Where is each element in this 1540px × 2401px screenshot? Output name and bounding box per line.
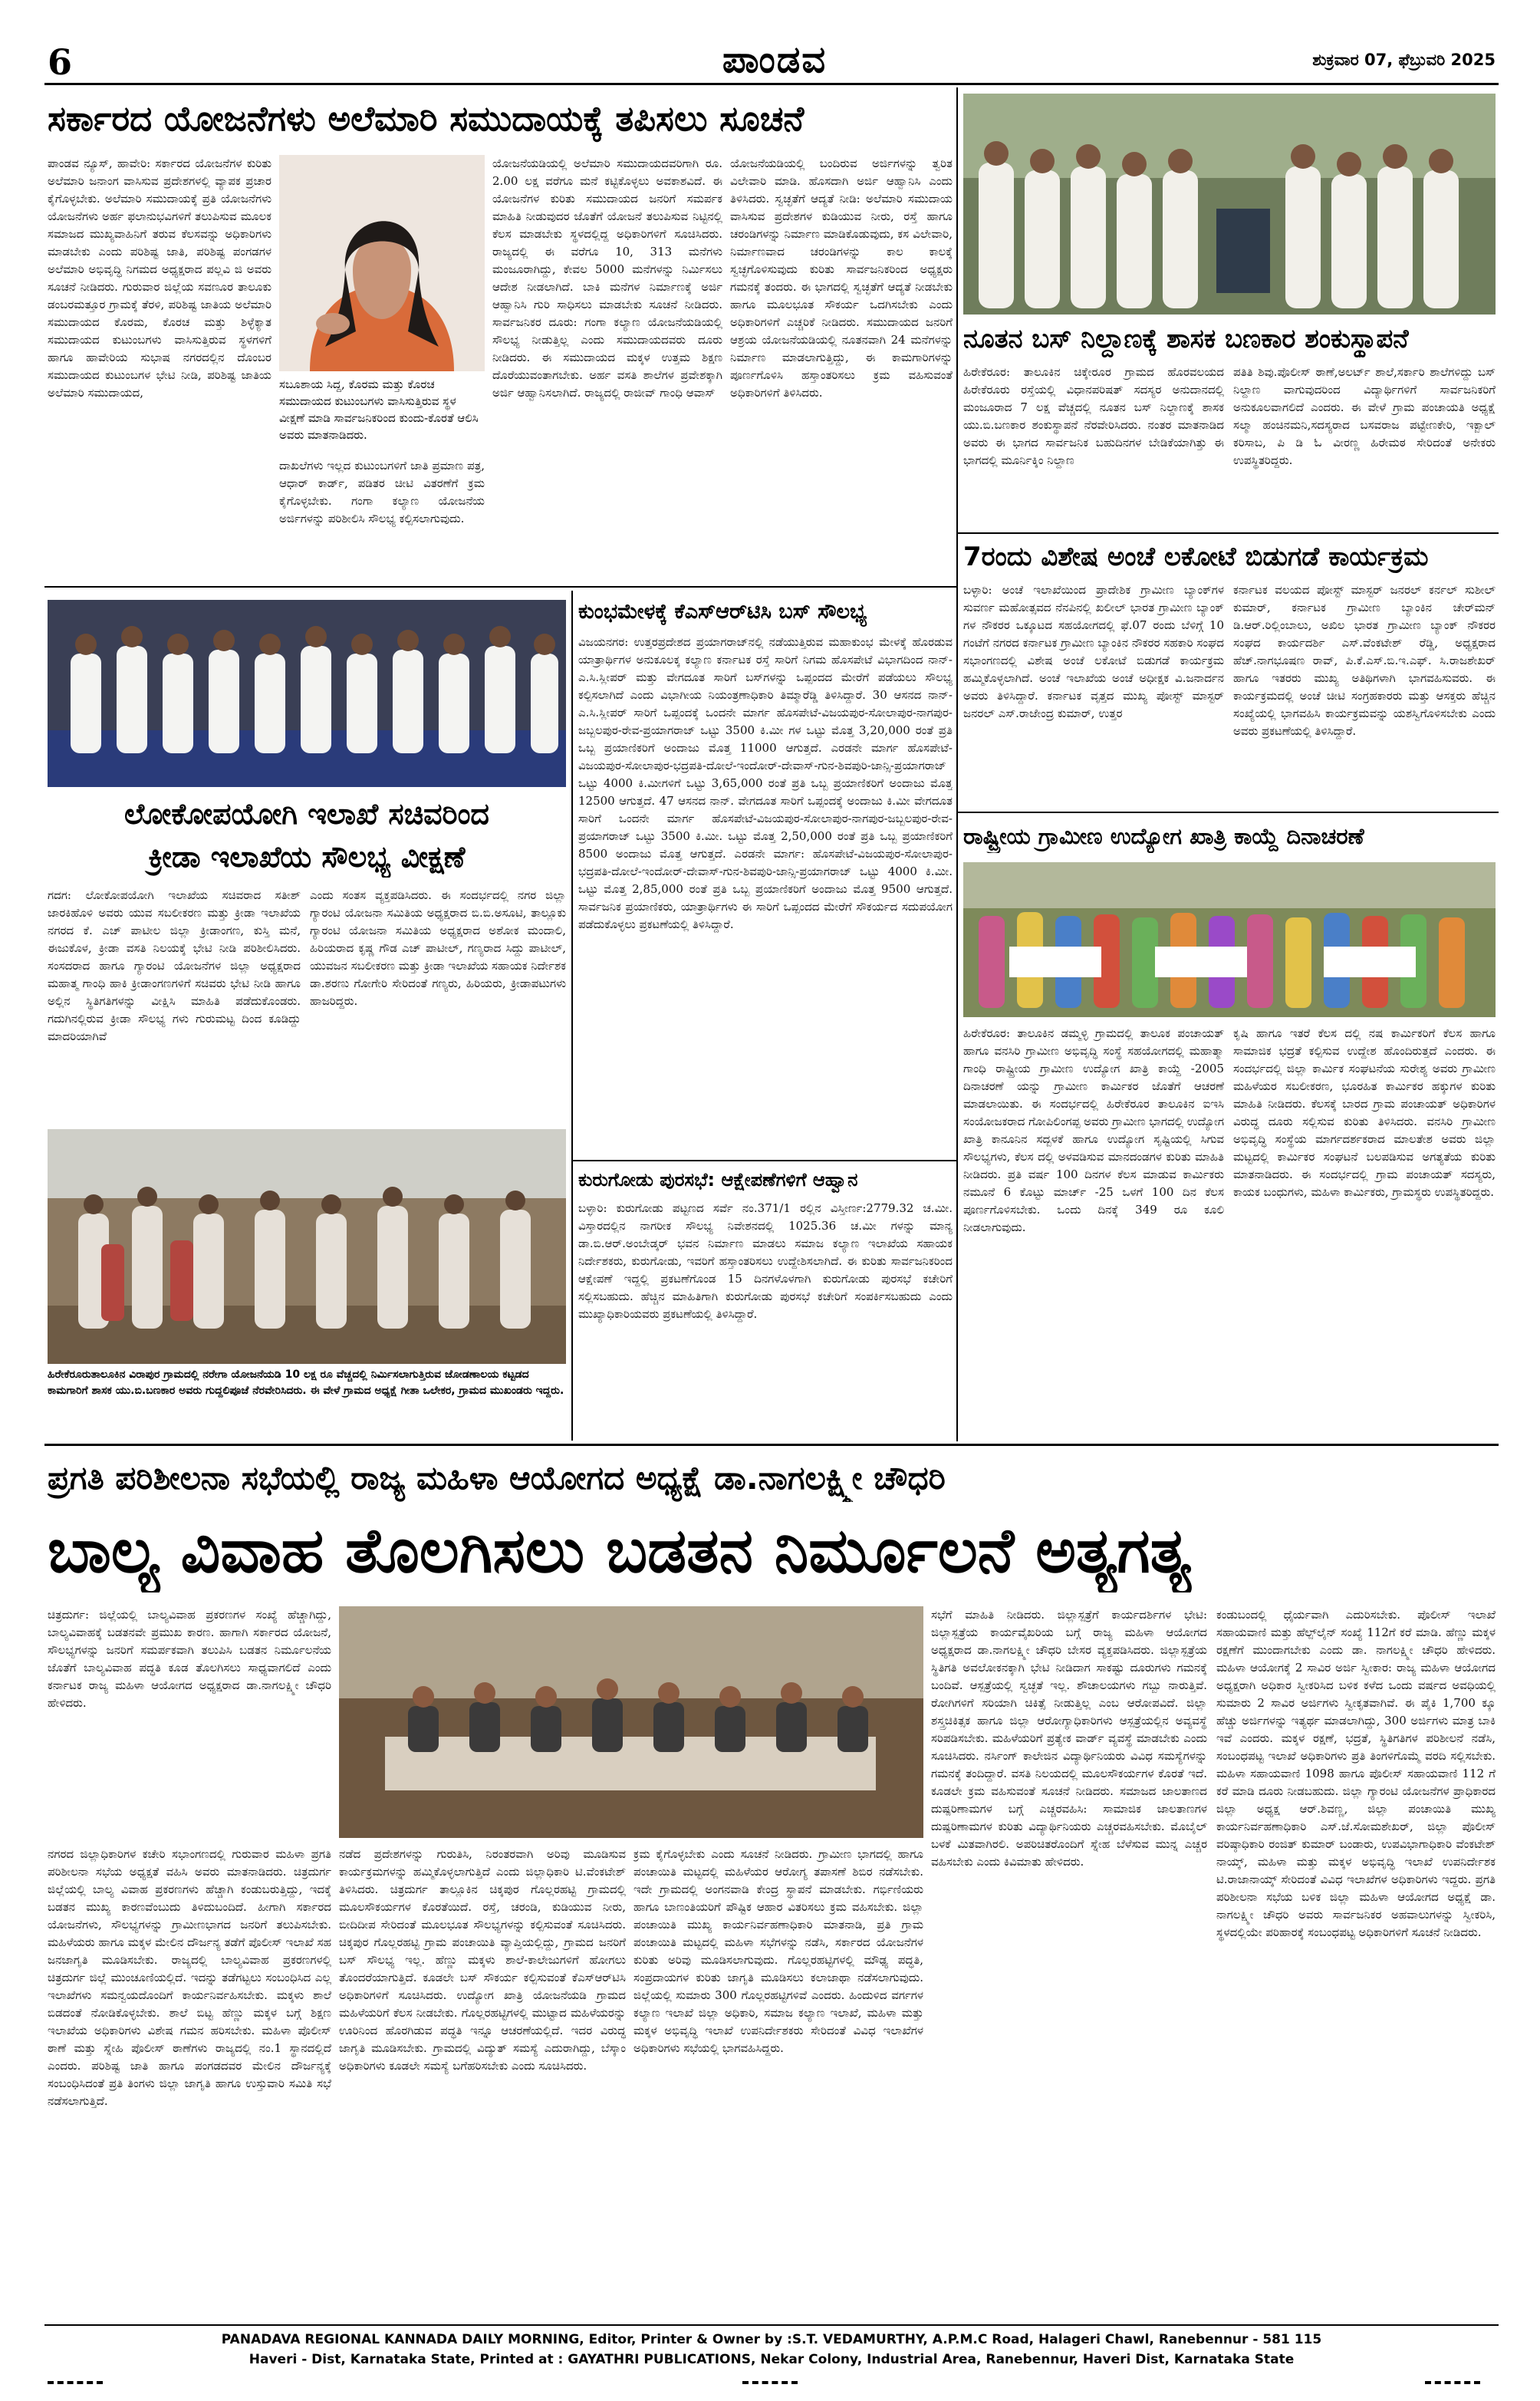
- story-column: ಸಭೆಗೆ ಮಾಹಿತಿ ನೀಡಿದರು. ಜಿಲ್ಲಾಸ್ಪತ್ರೆಗೆ ಕಾರ್ಯದರ್ಶಿಗಳ ಭೇಟಿ: ಜಿಲ್ಲಾಸ್ಪತ್ರೆಯ ಕಾರ್ಯವೈಖರಿಯ ಬಗ್ಗೆ ರಾಜ್ಯ ಮಹಿಳಾ ಆಯೋಗದ ಅಧ್ಯಕ್ಷರಾದ ಡಾ.ನಾಗಲಕ್ಷ್ಮೀ ಚೌಧರಿ ಬೇಸರ ವ್ಯಕ್ತಪಡಿಸಿದರು. ಜಿಲ್ಲಾಸ್ಪತ್ರೆಯ ಸ್ಥಿತಿಗತಿ ಅವಲೋಕನಕ್ಕಾಗಿ ಭೇಟಿ ನೀಡಿದಾಗ ಸಾಕಷ್ಟು ದೂರುಗಳು ಗಮನಕ್ಕೆ ಬಂದಿವೆ. ಆಸ್ಪತ್ರೆಯಲ್ಲಿ ಸ್ವಚ್ಛತೆ ಇಲ್ಲ. ಶೌಚಾಲಯಗಳು ಗಬ್ಬು ನಾರುತ್ತಿವೆ. ರೋಗಿಗಳಿಗೆ ಸರಿಯಾಗಿ ಚಿಕಿತ್ಸೆ ನೀಡುತ್ತಿಲ್ಲ ಎಂಬ ಆರೋಪವಿದೆ. ಜಿಲ್ಲಾ ಶಸ್ತ್ರಚಿಕಿತ್ಸಕ ಹಾಗೂ ಜಿಲ್ಲಾ ಆರೋಗ್ಯಾಧಿಕಾರಿಗಳು ಆಸ್ಪತ್ರೆಯಲ್ಲಿನ ಅವ್ಯವಸ್ಥೆ ಸರಿಪಡಿಸಬೇಕು. ಮಹಿಳೆಯರಿಗೆ ಪ್ರತ್ಯೇಕ ವಾರ್ಡ್ ವ್ಯವಸ್ಥೆ ಮಾಡಬೇಕು ಎಂದು ಸೂಚಿಸಿದರು. ನರ್ಸಿಂಗ್ ಕಾಲೇಜಿನ ವಿದ್ಯಾರ್ಥಿನಿಯರು ವಿವಿಧ ಸಮಸ್ಯೆಗಳನ್ನು ಗಮನಕ್ಕೆ ತಂದಿದ್ದಾರೆ. ವಸತಿ ನಿಲಯದಲ್ಲಿ ಮೂಲಸೌಕರ್ಯಗಳ ಕೊರತೆ ಇದೆ. ಕೂಡಲೇ ಕ್ರಮ ವಹಿಸುವಂತೆ ಸೂಚನೆ ನೀಡಿದರು. ಸಮಾಜದ ಜಾಲತಾಣದ ದುಷ್ಪರಿಣಾಮಗಳ ಬಗ್ಗೆ ಎಚ್ಚರವಹಿಸಿ: ಸಾಮಾಜಿಕ ಜಾಲತಾಣಗಳ ದುಷ್ಪರಿಣಾಮಗಳ ಕುರಿತು ವಿದ್ಯಾರ್ಥಿನಿಯರು ಎಚ್ಚರವಹಿಸಬೇಕು. ಮೊಬೈಲ್ ಬಳಕೆ ಮಿತವಾಗಿರಲಿ. ಅಪರಿಚಿತರೊಂದಿಗೆ ಸ್ನೇಹ ಬೆಳೆಸುವ ಮುನ್ನ ಎಚ್ಚರ ವಹಿಸಬೇಕು ಎಂದು ಕಿವಿಮಾತು ಹೇಳಿದರು.: [931, 1608, 1207, 1869]
- page-number: 6: [48, 41, 73, 83]
- story-column: ದಾಖಲೆಗಳು ಇಲ್ಲದ ಕುಟುಂಬಗಳಿಗೆ ಜಾತಿ ಪ್ರಮಾಣ ಪತ್ರ, ಆಧಾರ್ ಕಾರ್ಡ್, ಪಡಿತರ ಚೀಟಿ ವಿತರಣೆಗೆ ಕ್ರಮ ಕೈಗೊಳ್ಳಬೇಕು. ಗಂಗಾ ಕಲ್ಯಾಣ ಯೋಜನೆಯ ಅರ್ಜಿಗಳನ್ನು ಪರಿಶೀಲಿಸಿ ಸೌಲಭ್ಯ ಕಲ್ಪಿಸಲಾಗುವುದು.: [279, 459, 485, 525]
- story-column: ಬಳ್ಳಾರಿ: ಕುರುಗೋಡು ಪಟ್ಟಣದ ಸರ್ವೆ ನಂ.371/1 ರಲ್ಲಿನ ವಿಸ್ತೀರ್ಣ:2779.32 ಚ.ಮೀ. ವಿಸ್ತಾರದಲ್ಲಿನ ನಾಗರೀಕ ಸೌಲಭ್ಯ ನಿವೇಶನದಲ್ಲಿ 1025.36 ಚ.ಮೀ ಗಳನ್ನು ಮಾನ್ಯ ಡಾ.ಬಿ.ಆರ್.ಅಂಬೇಡ್ಕರ್ ಭವನ ನಿರ್ಮಾಣ ಮಾಡಲು ಸಮಾಜ ಕಲ್ಯಾಣ ಇಲಾಖೆಯ ಸಹಾಯಕ ನಿರ್ದೇಶಕರು, ಕುರುಗೋಡು, ಇವರಿಗೆ ಹಸ್ತಾಂತರಿಸಲು ಉದ್ದೇಶಿಸಲಾಗಿದೆ. ಈ ಕುರಿತು ಸಾರ್ವಜನಿಕರಿಂದ ಆಕ್ಷೇಪಣೆ ಇದ್ದಲ್ಲಿ ಪ್ರಕಟಣೆಗೊಂಡ 15 ದಿನಗಳೊಳಗಾಗಿ ಕುರುಗೋಡು ಪುರಸಭೆ ಕಚೇರಿಗೆ ಸಲ್ಲಿಸಬಹುದು. ಹೆಚ್ಚಿನ ಮಾಹಿತಿಗಾಗಿ ಕುರುಗೋಡು ಪುರಸಭೆ ಕಚೇರಿಗೆ ಸಂಪರ್ಕಿಸಬಹುದು ಎಂದು ಮುಖ್ಯಾಧಿಕಾರಿಯವರು ಪ್ರಕಟಣೆಯಲ್ಲಿ ತಿಳಿಸಿದ್ದಾರೆ.: [578, 1201, 953, 1321]
- story-column: ಕಂಡುಬಂದಲ್ಲಿ ಧೈರ್ಯವಾಗಿ ಎದುರಿಸಬೇಕು. ಪೊಲೀಸ್ ಇಲಾಖೆ ಸಹಾಯವಾಣಿ ಮತ್ತು ಹೆಲ್ಪ್‌ಲೈನ್ ಸಂಖ್ಯೆ 112ಗೆ ಕರೆ ಮಾಡಿ. ಹೆಣ್ಣು ಮಕ್ಕಳ ರಕ್ಷಣೆಗೆ ಮುಂದಾಗಬೇಕು ಎಂದು ಡಾ. ನಾಗಲಕ್ಷ್ಮೀ ಚೌಧರಿ ಹೇಳಿದರು. ಮಹಿಳಾ ಆಯೋಗಕ್ಕೆ 2 ಸಾವಿರ ಅರ್ಜಿ ಸ್ವೀಕಾರ: ರಾಜ್ಯ ಮಹಿಳಾ ಆಯೋಗದ ಅಧ್ಯಕ್ಷರಾಗಿ ಅಧಿಕಾರ ಸ್ವೀಕರಿಸಿದ ಬಳಿಕ ಕಳೆದ ಒಂದು ವರ್ಷದ ಅವಧಿಯಲ್ಲಿ ಸುಮಾರು 2 ಸಾವಿರ ಅರ್ಜಿಗಳು ಸ್ವೀಕೃತವಾಗಿವೆ. ಈ ಪೈಕಿ 1,700 ಕ್ಕೂ ಹೆಚ್ಚು ಅರ್ಜಿಗಳನ್ನು ಇತ್ಯರ್ಥ ಮಾಡಲಾಗಿದ್ದು, 300 ಅರ್ಜಿಗಳು ಮಾತ್ರ ಬಾಕಿ ಇವೆ ಎಂದರು. ಮಕ್ಕಳ ರಕ್ಷಣೆ, ಭದ್ರತೆ, ಸ್ಥಿತಿಗತಿಗಳ ಪರಿಶೀಲನೆ ನಡೆಸಿ, ಸಂಬಂಧಪಟ್ಟ ಇಲಾಖೆ ಅಧಿಕಾರಿಗಳು ಪ್ರತಿ ತಿಂಗಳಿಗೊಮ್ಮೆ ವರದಿ ಸಲ್ಲಿಸಬೇಕು. ಮಹಿಳಾ ಸಹಾಯವಾಣಿ 1098 ಹಾಗೂ ಪೊಲೀಸ್ ಸಹಾಯವಾಣಿ 112 ಗೆ ಕರೆ ಮಾಡಿ ದೂರು ನೀಡಬಹುದು. ಜಿಲ್ಲಾ ಗ್ಯಾರಂಟಿ ಯೋಜನೆಗಳ ಪ್ರಾಧಿಕಾರದ ಜಿಲ್ಲಾ ಅಧ್ಯಕ್ಷ ಆರ್.ಶಿವಣ್ಣ, ಜಿಲ್ಲಾ ಪಂಚಾಯಿತಿ ಮುಖ್ಯ ಕಾರ್ಯನಿರ್ವಹಣಾಧಿಕಾರಿ ಎಸ್.ಜೆ.ಸೋಮಶೇಖರ್, ಜಿಲ್ಲಾ ಪೊಲೀಸ್ ವರಿಷ್ಠಾಧಿಕಾರಿ ರಂಜಿತ್ ಕುಮಾರ್ ಬಂಡಾರು, ಉಪವಿಭಾಗಾಧಿಕಾರಿ ವೆಂಕಟೇಶ್ ನಾಯ್ಕ್, ಮಹಿಳಾ ಮತ್ತು ಮಕ್ಕಳ ಅಭಿವೃದ್ಧಿ ಇಲಾಖೆ ಉಪನಿರ್ದೇಶಕ ಟಿ.ರಾಜಾನಾಯ್ಕ್ ಸೇರಿದಂತೆ ವಿವಿಧ ಇಲಾಖೆಗಳ ಅಧಿಕಾರಿಗಳು ಇದ್ದರು. ಪ್ರಗತಿ ಪರಿಶೀಲನಾ ಸಭೆಯ ಬಳಿಕ ಜಿಲ್ಲಾ ಮಹಿಳಾ ಆಯೋಗದ ಅಧ್ಯಕ್ಷೆ ಡಾ. ನಾಗಲಕ್ಷ್ಮೀ ಚೌಧರಿ ಅವರು ಸಾರ್ವಜನಿಕರ ಅಹವಾಲುಗಳನ್ನು ಸ್ವೀಕರಿಸಿ, ಸ್ಥಳದಲ್ಲಿಯೇ ಪರಿಹಾರಕ್ಕೆ ಸಂಬಂಧಪಟ್ಟ ಅಧಿಕಾರಿಗಳಿಗೆ ಸೂಚನೆ ನೀಡಿದರು.: [1216, 1608, 1496, 1939]
- photo-caption: ಸಬೂಶಾಯ ಸಿದ್ದ, ಕೊರಮ ಮತ್ತು ಕೊರಚ ಸಮುದಾಯದ ಕುಟುಂಬಗಳು ವಾಸಿಸುತ್ತಿರುವ ಸ್ಥಳ ವೀಕ್ಷಣೆ ಮಾಡಿ ಸಾರ್ವಜನಿಕರಿಂದ ಕುಂದು-ಕೊರತೆ ಆಲಿಸಿ ಅವರು ಮಾತನಾಡಿದರು.: [279, 377, 479, 442]
- group-photo-illustration: [48, 1129, 566, 1364]
- story-headline: ರಾಷ್ಟ್ರೀಯ ಗ್ರಾಮೀಣ ಉದ್ಯೋಗ ಖಾತ್ರಿ ಕಾಯ್ದೆ ದಿನಾಚರಣೆ: [963, 823, 1364, 849]
- story-headline: ಬಾಲ್ಯ ವಿವಾಹ ತೊಲಗಿಸಲು ಬಡತನ ನಿರ್ಮೂಲನೆ ಅತ್ಯಗತ್ಯ: [48, 1515, 1192, 1586]
- story-column: ವಿಜಯನಗರ: ಉತ್ತರಪ್ರದೇಶದ ಪ್ರಯಾಗರಾಜ್‌ನಲ್ಲಿ ನಡೆಯುತ್ತಿರುವ ಮಹಾಕುಂಭ ಮೇಳಕ್ಕೆ ಹೊರಡುವ ಯಾತ್ರಾರ್ಥಿಗಳ ಅನುಕೂಲಕ್ಕ ಕಲ್ಯಾಣ ಕರ್ನಾಟಕ ರಸ್ತೆ ಸಾರಿಗೆ ನಿಗಮ ಹೊಸಪೇಟೆ ವಿಭಾಗದಿಂದ ನಾನ್-ಎ.ಸಿ.ಸ್ಲೀಪರ್ ಮತ್ತು ವೇಗದೂತ ಸಾರಿಗೆ ಬಸ್‌ಗಳನ್ನು ಒಪ್ಪಂದದ ಮೇರೆಗೆ ಪಡೆಯಲು ಸೌಲಭ್ಯ ಕಲ್ಪಿಸಲಾಗಿದೆ ಎಂದು ವಿಭಾಗೀಯ ನಿಯಂತ್ರಣಾಧಿಕಾರಿ ತಿಮ್ಮಾರೆಡ್ಡಿ ತಿಳಿಸಿದ್ದಾರೆ. 30 ಆಸನದ ನಾನ್-ಎ.ಸಿ.ಸ್ಲೀಪರ್ ಸಾರಿಗೆ ಒಪ್ಪಂದಕ್ಕೆ ಒಂದನೇ ಮಾರ್ಗ ಹೊಸಪೇಟೆ-ವಿಜಯಪುರ-ಸೋಲಾಪುರ-ನಾಗಪುರ-ಜಬ್ಬಲಪುರ-ರೇವ-ಪ್ರಯಾಗರಾಜ್ ಒಟ್ಟು 3500 ಕಿ.ಮೀ ಗಳ ಒಟ್ಟು ಮೊತ್ತ 3,20,000 ರಂತೆ ಪ್ರತಿ ಒಬ್ಬ ಪ್ರಯಾಣಿಕರಿಗೆ ಅಂದಾಜು ಮೊತ್ತ 11000 ಆಗುತ್ತದೆ. ಎರಡನೇ ಮಾರ್ಗ ಹೊಸಪೇಟೆ-ವಿಜಯಪುರ-ಸೋಲಾಪುರ-ಭದ್ರಪತಿ-ದೋಲೆ-ಇಂದೋರ್-ದೇವಾಸ್-ಗುನ-ಶಿವಪುರಿ-ಜಾನ್ಸಿ-ಪ್ರಯಾಗರಾಜ್ ಒಟ್ಟು 4000 ಕಿ.ಮೀಗಳಿಗೆ ಒಟ್ಟು 3,65,000 ರಂತೆ ಪ್ರತಿ ಒಬ್ಬ ಪ್ರಯಾಣಿಕರಿಗೆ ಅಂದಾಜು ಮೊತ್ತ 12500 ಆಗುತ್ತದೆ. 47 ಆಸನದ ನಾನ್. ವೇಗದೂತ ಸಾರಿಗೆ ಒಪ್ಪಂದಕ್ಕೆ ಅಂದಾಜು ಕಿ.ಮೀ ವೇಗದೂತ ಸಾರಿಗೆ ಒಂದನೇ ಮಾರ್ಗ ಹೊಸಪೇಟೆ-ವಿಜಯಪುರ-ಸೋಲಾಪುರ-ನಾಗಪುರ-ಜಬ್ಬಲಪುರ-ರೇವ-ಪ್ರಯಾಗರಾಜ್ ಒಟ್ಟು 3500 ಕಿ.ಮೀ. ಒಟ್ಟು ಮೊತ್ತ 2,50,000 ರಂತೆ ಪ್ರತಿ ಒಬ್ಬ ಪ್ರಯಾಣಿಕರಿಗೆ 8500 ಅಂದಾಜು ಮೊತ್ತ ಆಗುತ್ತದೆ. ಎರಡನೇ ಮಾರ್ಗ: ಹೊಸಪೇಟೆ-ವಿಜಯಪುರ-ಸೋಲಾಪುರ-ಭದ್ರಪತಿ-ದೋಲೆ-ಇಂದೋರ್-ದೇವಾಸ್-ಗುನ-ಶಿವಪುರಿ-ಜಾನ್ಸಿ-ಪ್ರಯಾಗರಾಜ್ ಒಟ್ಟು 4000 ಕಿ.ಮೀ. ಒಟ್ಟು ಮೊತ್ತ 2,85,000 ರಂತೆ ಪ್ರತಿ ಒಬ್ಬ ಪ್ರಯಾಣಿಕರಿಗೆ ಅಂದಾಜು ಮೊತ್ತ 9500 ಆಗುತ್ತದೆ. ಸಾರ್ವಜನಿಕ ಪ್ರಯಾಣಿಕರು, ಯಾತ್ರಾರ್ಥಿಗಳು ಈ ಸಾರಿಗೆ ಒಪ್ಪಂದದ ಮೇರೆಗೆ ಸೌಕರ್ಯದ ಸದುಪಯೋಗ ಪಡೆದುಕೊಳ್ಳಲು ಪ್ರಕಟಣೆಯಲ್ಲಿ ತಿಳಿಸಿದ್ದಾರೆ.: [578, 635, 953, 931]
- news-photo-meeting: [339, 1606, 923, 1838]
- registration-mark: [1425, 2381, 1480, 2387]
- portrait-illustration: [279, 155, 485, 371]
- footer-imprint-line1: PANADAVA REGIONAL KANNADA DAILY MORNING, Editor, Printer & Owner by :S.T. VEDAMURTHY, A.P.M.C Road, Halageri Chawl, Ranebennur - 581 115: [221, 2332, 1322, 2347]
- story-headline: 7ರಂದು ವಿಶೇಷ ಅಂಚೆ ಲಕೋಟೆ ಬಿಡುಗಡೆ ಕಾರ್ಯಕ್ರಮ: [963, 542, 1429, 572]
- story-headline: ಸರ್ಕಾರದ ಯೋಜನೆಗಳು ಅಲೆಮಾರಿ ಸಮುದಾಯಕ್ಕೆ ತಪಿಸಲು ಸೂಚನೆ: [48, 98, 805, 139]
- section-rule: [573, 1160, 956, 1161]
- story-column: ನಗರದ ಜಿಲ್ಲಾಧಿಕಾರಿಗಳ ಕಚೇರಿ ಸಭಾಂಗಣದಲ್ಲಿ ಗುರುವಾರ ಮಹಿಳಾ ಪ್ರಗತಿ ಪರಿಶೀಲನಾ ಸಭೆಯ ಅಧ್ಯಕ್ಷತೆ ವಹಿಸಿ ಅವರು ಮಾತನಾಡಿದರು. ಚಿತ್ರದುರ್ಗ ಜಿಲ್ಲೆಯಲ್ಲಿ ಬಾಲ್ಯ ವಿವಾಹ ಪ್ರಕರಣಗಳು ಹೆಚ್ಚಾಗಿ ಕಂಡುಬರುತ್ತಿದ್ದು, ಇದಕ್ಕೆ ಬಡತನ ಮುಖ್ಯ ಕಾರಣವೆಂಬುದು ತಿಳಿದುಬಂದಿದೆ. ಹೀಗಾಗಿ ಸರ್ಕಾರದ ಯೋಜನೆಗಳು, ಸೌಲಭ್ಯಗಳನ್ನು ಗ್ರಾಮೀಣಭಾಗದ ಜನರಿಗೆ ತಲುಪಿಸಬೇಕು. ಮಹಿಳೆಯರು ಹಾಗೂ ಮಕ್ಕಳ ಮೇಲಿನ ದೌರ್ಜನ್ಯ ತಡೆಗೆ ಪೊಲೀಸ್ ಇಲಾಖೆ ಸಹ ಜನಜಾಗೃತಿ ಮೂಡಿಸಬೇಕು. ರಾಜ್ಯದಲ್ಲಿ ಬಾಲ್ಯವಿವಾಹ ಪ್ರಕರಣಗಳಲ್ಲಿ ಚಿತ್ರದುರ್ಗ ಜಿಲ್ಲೆ ಮುಂಚೂಣಿಯಲ್ಲಿದೆ. ಇದನ್ನು ತಡೆಗಟ್ಟಲು ಸಂಬಂಧಿಸಿದ ಎಲ್ಲ ಇಲಾಖೆಗಳು ಸಮನ್ವಯದೊಂದಿಗೆ ಕಾರ್ಯನಿರ್ವಹಿಸಬೇಕು. ಮಕ್ಕಳು ಶಾಲೆ ಬಿಡದಂತೆ ನೋಡಿಕೊಳ್ಳಬೇಕು. ಶಾಲೆ ಬಿಟ್ಟ ಹೆಣ್ಣು ಮಕ್ಕಳ ಬಗ್ಗೆ ಶಿಕ್ಷಣ ಇಲಾಖೆಯ ಅಧಿಕಾರಿಗಳು ವಿಶೇಷ ಗಮನ ಹರಿಸಬೇಕು. ಮಹಿಳಾ ಪೊಲೀಸ್ ಠಾಣೆ ಮತ್ತು ಸ್ನೇಹಿ ಪೊಲೀಸ್ ಠಾಣೆಗಳು ರಾಜ್ಯದಲ್ಲಿ ನಂ.1 ಸ್ಥಾನದಲ್ಲಿದೆ ಎಂದರು. ಪರಿಶಿಷ್ಟ ಜಾತಿ ಹಾಗೂ ಪಂಗಡದವರ ಮೇಲಿನ ದೌರ್ಜನ್ಯಕ್ಕೆ ಸಂಬಂಧಿಸಿದಂತೆ ಪ್ರತಿ ತಿಂಗಳು ಜಿಲ್ಲಾ ಜಾಗೃತಿ ಹಾಗೂ ಉಸ್ತುವಾರಿ ಸಮಿತಿ ಸಭೆ ನಡೆಸಲಾಗುತ್ತಿದೆ.: [48, 1847, 331, 2108]
- column-rule: [571, 591, 573, 1441]
- story-column: ಬಳ್ಳಾರಿ: ಅಂಚೆ ಇಲಾಖೆಯಿಂದ ಪ್ರಾದೇಶಿಕ ಗ್ರಾಮೀಣ ಬ್ಯಾಂಕ್‌ಗಳ ಸುವರ್ಣ ಮಹೋತ್ಸವದ ನೆನಪಿನಲ್ಲಿ ಖಲೀಲ್ ಭಾರತ ಗ್ರಾಮೀಣ ಬ್ಯಾಂಕ್ ಗಳ ನೌಕರರ ಒಕ್ಕೂಟದ ಸಹಯೋಗದಲ್ಲಿ ಫೆ.07 ರಂದು ಬೆಳಿಗ್ಗೆ 10 ಗಂಟೆಗೆ ನಗರದ ಕರ್ನಾಟಕ ಗ್ರಾಮೀಣ ಬ್ಯಾಂಕಿನ ನೌಕರರ ಸಹಕಾರಿ ಸಂಘದ ಸಭಾಂಗಣದಲ್ಲಿ ವಿಶೇಷ ಅಂಚೆ ಲಕೋಟೆ ಬಿಡುಗಡೆ ಕಾರ್ಯಕ್ರಮ ಹಮ್ಮಿಕೊಳ್ಳಲಾಗಿದೆ. ಅಂಚೆ ಇಲಾಖೆಯ ಅಂಚೆ ಅಧೀಕ್ಷಕ ವಿ.ಜನಾರ್ದನ ಅವರು ತಿಳಿಸಿದ್ದಾರೆ. ಕರ್ನಾಟಕ ವೃತ್ತದ ಮುಖ್ಯ ಪೋಸ್ಟ್ ಮಾಸ್ಟರ್ ಜನರಲ್ ಎಸ್.ರಾಜೇಂದ್ರ ಕುಮಾರ್, ಉತ್ತರ: [963, 583, 1224, 720]
- news-photo-portrait: [279, 155, 485, 371]
- story-headline: ಲೋಕೋಪಯೋಗಿ ಇಲಾಖೆ ಸಚಿವರಿಂದ: [124, 797, 489, 831]
- story-column: ಕೃಷಿ ಹಾಗೂ ಇತರೆ ಕೆಲಸ ದಲ್ಲಿ ನಷ ಕಾರ್ಮಿಕರಿಗೆ ಕೆಲಸ ಹಾಗೂ ಸಾಮಾಜಿಕ ಭದ್ರತೆ ಕಲ್ಪಿಸುವ ಉದ್ದೇಶ ಹೊಂದಿರುತ್ತದೆ ಎಂದರು. ಈ ಸಂದರ್ಭದಲ್ಲಿ ಜಿಲ್ಲಾ ಕಾರ್ಮಿಕ ಸಂಘಟನೆಯ ಸುರೇಶ್ಯ ಅವರು ಗ್ರಾಮೀಣ ಮಹಿಳೆಯರ ಸಬಲೀಕರಣ, ಭೂರಹಿತ ಕಾರ್ಮಿಕರ ಹಕ್ಕುಗಳ ಕುರಿತು ಮಾಹಿತಿ ನೀಡಿದರು. ಕೆಲಸಕ್ಕೆ ಬಾರದ ಗ್ರಾಮ ಪಂಚಾಯತ್ ಅಧಿಕಾರಿಗಳ ವಿರುದ್ಧ ದೂರು ಸಲ್ಲಿಸುವ ಕುರಿತು ತಿಳಿಸಿದರು. ವನಸಿರಿ ಗ್ರಾಮೀಣ ಅಭಿವೃದ್ಧಿ ಸಂಸ್ಥೆಯ ಮಾರ್ಗದರ್ಶಕರಾದ ಮಾಲತೇಶ ಅವರು ಜಿಲ್ಲಾ ಮಟ್ಟದಲ್ಲಿ ಕಾರ್ಮಿಕರ ಸಂಘಟನೆ ಬಲಪಡಿಸುವ ಅಗತ್ಯತೆಯ ಕುರಿತು ಮಾತನಾಡಿದರು. ಈ ಸಂದರ್ಭದಲ್ಲಿ ಗ್ರಾಮ ಪಂಚಾಯತ್ ಸದಸ್ಯರು, ಕಾಯಕ ಬಂಧುಗಳು, ಮಹಿಳಾ ಕಾರ್ಮಿಕರು, ಗ್ರಾಮಸ್ಥರು ಉಪಸ್ಥಿತರಿದ್ದರು.: [1233, 1026, 1496, 1199]
- story-column: ಪಾಂಡವ ನ್ಯೂಸ್, ಹಾವೇರಿ: ಸರ್ಕಾರದ ಯೋಜನೆಗಳ ಕುರಿತು ಅಲೆಮಾರಿ ಜನಾಂಗ ವಾಸಿಸುವ ಪ್ರದೇಶಗಳಲ್ಲಿ ವ್ಯಾಪಕ ಪ್ರಚಾರ ಕೈಗೊಳ್ಳಬೇಕು. ಅಲೆಮಾರಿ ಸಮುದಾಯಕ್ಕೆ ಪ್ರತಿ ಯೋಜನೆಗಳು ಯೋಜನೆಗಳು ಅರ್ಹ ಫಲಾನುಭವಿಗಳಿಗೆ ತಲುಪಿಸುವ ಮೂಲಕ ಸಮಾಜದ ಮುಖ್ಯವಾಹಿನಿಗೆ ತರುವ ಕೆಲಸವನ್ನು ಅಧಿಕಾರಿಗಳು ಮಾಡಬೇಕು ಎಂದು ಪರಿಶಿಷ್ಟ ಜಾತಿ, ಪರಿಶಿಷ್ಟ ಪಂಗಡಗಳ ಅಲೆಮಾರಿ ಅಭಿವೃದ್ಧಿ ನಿಗಮದ ಅಧ್ಯಕ್ಷರಾದ ಪಲ್ಲವಿ ಜಿ ಅವರು ಸೂಚನೆ ನೀಡಿದರು. ಗುರುವಾರ ಜಿಲ್ಲೆಯ ಸವಣೂರ ತಾಲೂಕು ಡಂಬರಮತ್ತೂರ ಗ್ರಾಮಕ್ಕೆ ತೆರಳಿ, ಪರಿಶಿಷ್ಟ ಜಾತಿಯ ಅಲೆಮಾರಿ ಸಮುದಾಯದ ಕೊರಮ, ಕೊರಚ ಮತ್ತು ಶಿಳ್ಳೆಕ್ಯಾತ ಸಮುದಾಯದ ಕುಟುಂಬಗಳು ವಾಸಿಸುತ್ತಿರುವ ಸ್ಥಳಗಳಿಗೆ ಹಾಗೂ ಹಾವೇರಿಯ ಸುಭಾಷ ನಗರದಲ್ಲಿನ ದೊಂಬರ ಸಮುದಾಯದ ಕುಟುಂಬಗಳ ಭೇಟಿ ನೀಡಿ, ಪರಿಶಿಷ್ಟ ಜಾತಿಯ ಅಲೆಮಾರಿ ಸಮುದಾಯದ,: [48, 156, 271, 400]
- newspaper-logo: ಪಾಂಡವ: [722, 38, 828, 81]
- story-column: ಪತಿತಿ ಶಿವು.ಪೊಲೀಸ್ ಠಾಣೆ,ಅಲರ್ಟ್ ಶಾಲೆ,ಸರ್ಕಾರಿ ಶಾಲೆಗಳಿದ್ದು ಬಸ್ ನಿಲ್ದಾಣ ವಾಗುವುದರಿಂದ ವಿದ್ಯಾರ್ಥಿಗಳಿಗೆ ಸಾರ್ವಜನಿಕರಿಗೆ ಅನುಕೂಲವಾಗಲಿದೆ ಎಂದರು. ಈ ವೇಳೆ ಗ್ರಾಮ ಪಂಚಾಯತಿ ಅಧ್ಯಕ್ಷೆ ಸಲ್ಮಾ ಹಂಚಿನಮನಿ,ಸದಸ್ಯರಾದ ಬಸವರಾಜ ಪಟ್ಟೇಣಕೇರಿ, ಇಕ್ಬಾಲ್ ಕರಿಸಾಬ, ಪಿ ಡಿ ಓ ವೀರಣ್ಣ ಹಿರೇಮಠ ಸೇರಿದಂತೆ ಅನೇಕರು ಉಪಸ್ಥಿತರಿದ್ದರು.: [1233, 365, 1496, 467]
- story-column: ಕರ್ನಾಟಕ ವಲಯದ ಪೋಸ್ಟ್ ಮಾಸ್ಟರ್ ಜನರಲ್ ಕರ್ನಲ್ ಸುಶೀಲ್ ಕುಮಾರ್, ಕರ್ನಾಟಕ ಗ್ರಾಮೀಣ ಬ್ಯಾಂಕಿನ ಚೇರ್‌ಮನ್ ಡಿ.ಆರ್.ರಿಲ್ಲಿಂಬಾಲು, ಅಖಿಲ ಭಾರತ ಗ್ರಾಮೀಣ ಬ್ಯಾಂಕ್ ನೌಕರರ ಸಂಘದ ಕಾರ್ಯದರ್ಶಿ ಎಸ್.ವೆಂಕಟೇಶ್ ರೆಡ್ಡಿ, ಅಧ್ಯಕ್ಷರಾದ ಹೆಚ್.ನಾಗಭೂಷಣ ರಾವ್, ಪಿ.ಕೆ.ಎಸ್.ಬಿ.ಇ.ಎಫ್. ಸಿ.ರಾಜಶೇಖರ್ ಹಾಗೂ ಇತರರು ಮುಖ್ಯ ಅತಿಥಿಗಳಾಗಿ ಭಾಗವಹಿಸುವರು. ಈ ಕಾರ್ಯಕ್ರಮದಲ್ಲಿ ಅಂಚೆ ಚೀಟಿ ಸಂಗ್ರಹಕಾರರು ಮತ್ತು ಆಸಕ್ತರು ಹೆಚ್ಚಿನ ಸಂಖ್ಯೆಯಲ್ಲಿ ಭಾಗವಹಿಸಿ ಕಾರ್ಯಕ್ರಮವನ್ನು ಯಶಸ್ವಿಗೊಳಿಸಬೇಕು ಎಂದು ಅವರು ಪ್ರಕಟಣೆಯಲ್ಲಿ ತಿಳಿಸಿದ್ದಾರೆ.: [1233, 583, 1496, 738]
- story-headline: ಕ್ರೀಡಾ ಇಲಾಖೆಯ ಸೌಲಭ್ಯ ವೀಕ್ಷಣೆ: [148, 840, 466, 874]
- story-column: ಕ್ರಮ ಕೈಗೊಳ್ಳಬೇಕು ಎಂದು ಸೂಚನೆ ನೀಡಿದರು. ಗ್ರಾಮೀಣ ಭಾಗದಲ್ಲಿ ಹಾಗೂ ಪಂಚಾಯಿತಿ ಮಟ್ಟದಲ್ಲಿ ಮಹಿಳೆಯರ ಆರೋಗ್ಯ ತಪಾಸಣೆ ಶಿಬಿರ ನಡೆಸಬೇಕು. ಇದೇ ಗ್ರಾಮದಲ್ಲಿ ಅಂಗನವಾಡಿ ಕೇಂದ್ರ ಸ್ಥಾಪನೆ ಮಾಡಬೇಕು. ಗರ್ಭಿಣಿಯರು ಹಾಗೂ ಬಾಣಂತಿಯರಿಗೆ ಪೌಷ್ಟಿಕ ಆಹಾರ ವಿತರಿಸಲು ಕ್ರಮ ವಹಿಸಬೇಕು. ಜಿಲ್ಲಾ ಪಂಚಾಯಿತಿ ಮುಖ್ಯ ಕಾರ್ಯನಿರ್ವಹಣಾಧಿಕಾರಿ ಮಾತನಾಡಿ, ಪ್ರತಿ ಗ್ರಾಮ ಪಂಚಾಯಿತಿ ಮಟ್ಟದಲ್ಲಿ ಮಹಿಳಾ ಸಭೆಗಳನ್ನು ನಡೆಸಿ, ಸರ್ಕಾರದ ಯೋಜನೆಗಳ ಕುರಿತು ಅರಿವು ಮೂಡಿಸಲಾಗುವುದು. ಗೊಲ್ಲರಹಟ್ಟಿಗಳಲ್ಲಿ ಮೌಢ್ಯ ಪದ್ಧತಿ, ಸಂಪ್ರದಾಯಗಳ ಕುರಿತು ಜಾಗೃತಿ ಮೂಡಿಸಲು ಕಲಾಜಾಥಾ ನಡೆಸಲಾಗುವುದು. ಜಿಲ್ಲೆಯಲ್ಲಿ ಸುಮಾರು 300 ಗೊಲ್ಲರಹಟ್ಟಿಗಳಿವೆ ಎಂದರು. ಹಿಂದುಳಿದ ವರ್ಗಗಳ ಕಲ್ಯಾಣ ಇಲಾಖೆ ಜಿಲ್ಲಾ ಅಧಿಕಾರಿ, ಸಮಾಜ ಕಲ್ಯಾಣ ಇಲಾಖೆ, ಮಹಿಳಾ ಮತ್ತು ಮಕ್ಕಳ ಅಭಿವೃದ್ಧಿ ಇಲಾಖೆ ಉಪನಿರ್ದೇಶಕರು ಸೇರಿದಂತೆ ವಿವಿಧ ಇಲಾಖೆಗಳ ಅಧಿಕಾರಿಗಳು ಸಭೆಯಲ್ಲಿ ಭಾಗವಹಿಸಿದ್ದರು.: [633, 1847, 923, 2055]
- story-headline: ಕುಂಭಮೇಳಕ್ಕೆ ಕೆಎಸ್‌ಆರ್‌ಟಿಸಿ ಬಸ್ ಸೌಲಭ್ಯ: [578, 600, 867, 624]
- story-column: ಗದಗ: ಲೋಕೋಪಯೋಗಿ ಇಲಾಖೆಯ ಸಚಿವರಾದ ಸತೀಶ್ ಜಾರಕಿಹೊಳಿ ಅವರು ಯುವ ಸಬಲೀಕರಣ ಮತ್ತು ಕ್ರೀಡಾ ಇಲಾಖೆಯ ನಗರದ ಕೆ. ಎಚ್ ಪಾಟೀಲ ಜಿಲ್ಲಾ ಕ್ರೀಡಾಂಗಣ, ಕುಸ್ತಿ ಮನೆ, ಈಜುಕೊಳ, ಕ್ರೀಡಾ ವಸತಿ ನಿಲಯಕ್ಕೆ ಭೇಟಿ ನೀಡಿ ಪರಿಶೀಲಿಸಿದರು. ಸಂಸದರಾದ ಹಾಗೂ ಗ್ಯಾರಂಟಿ ಯೋಜನೆಗಳ ಜಿಲ್ಲಾ ಅಧ್ಯಕ್ಷರಾದ ಮಹಾತ್ಮ ಗಾಂಧಿ ಹಾಕಿ ಕ್ರೀಡಾಂಗಣಗಳಿಗೆ ಸಚಿವರು ಭೇಟಿ ನೀಡಿ ಹಾಗೂ ಅಲ್ಲಿನ ಸ್ಥಿತಿಗತಿಗಳನ್ನು ವೀಕ್ಷಿಸಿ ಮಾಹಿತಿ ಪಡೆದುಕೊಂಡರು. ಗದುಗಿನಲ್ಲಿರುವ ಕ್ರೀಡಾ ಸೌಲಭ್ಯ ಗಳು ಗುರುಮಟ್ಟ ದಿಂದ ಕೂಡಿದ್ದು ಮಾದರಿಯಾಗಿವೆ: [48, 888, 301, 1043]
- footer-imprint-line2: Haveri - Dist, Karnataka State, Printed at : GAYATHRI PUBLICATIONS, Nekar Colony, Industrial Area, Ranebennur, Haveri Dist, Karnataka State: [248, 2352, 1295, 2367]
- story-kicker: ಪ್ರಗತಿ ಪರಿಶೀಲನಾ ಸಭೆಯಲ್ಲಿ ರಾಜ್ಯ ಮಹಿಳಾ ಆಯೋಗದ ಅಧ್ಯಕ್ಷೆ ಡಾ.ನಾಗಲಕ್ಷ್ಮೀ ಚೌಧರಿ: [48, 1459, 946, 1497]
- section-rule: [44, 1444, 1499, 1446]
- registration-mark: [48, 2381, 103, 2387]
- section-rule: [958, 812, 1499, 813]
- story-column: ಚಿತ್ರದುರ್ಗ: ಜಿಲ್ಲೆಯಲ್ಲಿ ಬಾಲ್ಯವಿವಾಹ ಪ್ರಕರಣಗಳ ಸಂಖ್ಯೆ ಹೆಚ್ಚಾಗಿದ್ದು, ಬಾಲ್ಯವಿವಾಹಕ್ಕೆ ಬಡತನವೇ ಪ್ರಮುಖ ಕಾರಣ. ಹಾಗಾಗಿ ಸರ್ಕಾರದ ಯೋಜನೆ, ಸೌಲಭ್ಯಗಳನ್ನು ಜನರಿಗೆ ಸಮರ್ಪಕವಾಗಿ ತಲುಪಿಸಿ ಬಡತನ ನಿರ್ಮೂಲನೆಯ ಜೊತೆಗೆ ಬಾಲ್ಯವಿವಾಹ ಪದ್ಧತಿ ಕೂಡ ತೊಲಗಿಸಲು ಸಾಧ್ಯವಾಗಲಿದೆ ಎಂದು ಕರ್ನಾಟಕ ರಾಜ್ಯ ಮಹಿಳಾ ಆಯೋಗದ ಅಧ್ಯಕ್ಷರಾದ ಡಾ.ನಾಗಲಕ್ಷ್ಮೀ ಚೌಧರಿ ಹೇಳಿದರು.: [48, 1608, 331, 1710]
- masthead-rule: [44, 83, 1499, 85]
- news-photo-nrega: [963, 862, 1496, 1017]
- news-photo-groundbreaking: [48, 1129, 566, 1364]
- story-column: ಹಿರೇಕೆರೂರ: ತಾಲೂಕಿನ ಚಿಕ್ಕೇರೂರ ಗ್ರಾಮದ ಹೊರವಲಯದ ಹಿರೇಕೆರೂರು ರಸ್ತೆಯಲ್ಲಿ ವಿಧಾನಪರಿಷತ್ ಸದಸ್ಯರ ಅನುದಾನದಲ್ಲಿ ಮಂಜೂರಾದ 7 ಲಕ್ಷ ವೆಚ್ಚದಲ್ಲಿ ನೂತನ ಬಸ್ ನಿಲ್ದಾಣಕ್ಕೆ ಶಾಸಕ ಯು.ಬಿ.ಬಣಕಾರ ಶಂಕುಸ್ಥಾಪನೆ ನೆರವೇರಿಸಿದರು. ನಂತರ ಮಾತನಾಡಿದ ಅವರು ಈ ಭಾಗದ ಸಾರ್ವಜನಿಕ ಬಹುದಿನಗಳ ಬೇಡಿಕೆಯಾಗಿತ್ತು ಈ ಭಾಗದಲ್ಲಿ ಮೂರ್ನಿಕ್ಕಿಂ ನಿಲ್ದಾಣ: [963, 365, 1224, 467]
- group-photo-illustration: [48, 600, 566, 787]
- story-headline: ನೂತನ ಬಸ್ ನಿಲ್ದಾಣಕ್ಕೆ ಶಾಸಕ ಬಣಕಾರ ಶಂಕುಸ್ಥಾಪನೆ: [963, 324, 1409, 354]
- news-photo-sports: [48, 600, 566, 787]
- story-column: ನಡೆದ ಪ್ರದೇಶಗಳನ್ನು ಗುರುತಿಸಿ, ನಿರಂತರವಾಗಿ ಅರಿವು ಮೂಡಿಸುವ ಕಾರ್ಯಕ್ರಮಗಳನ್ನು ಹಮ್ಮಿಕೊಳ್ಳಲಾಗುತ್ತಿದೆ ಎಂದು ಜಿಲ್ಲಾಧಿಕಾರಿ ಟಿ.ವೆಂಕಟೇಶ್ ತಿಳಿಸಿದರು. ಚಿತ್ರದುರ್ಗ ತಾಲ್ಲೂಕಿನ ಚಿಕ್ಕಪುರ ಗೊಲ್ಲರಹಟ್ಟಿ ಗ್ರಾಮದಲ್ಲಿ ಮೂಲಸೌಕರ್ಯಗಳ ಕೊರತೆಯಿದೆ. ರಸ್ತೆ, ಚರಂಡಿ, ಕುಡಿಯುವ ನೀರು, ಬೀದಿದೀಪ ಸೇರಿದಂತೆ ಮೂಲಭೂತ ಸೌಲಭ್ಯಗಳನ್ನು ಕಲ್ಪಿಸುವಂತೆ ಸೂಚಿಸಿದರು. ಚಿಕ್ಕಪುರ ಗೊಲ್ಲರಹಟ್ಟಿ ಗ್ರಾಮ ಪಂಚಾಯಿತಿ ವ್ಯಾಪ್ತಿಯಲ್ಲಿದ್ದು, ಗ್ರಾಮದ ಜನರಿಗೆ ಬಸ್ ಸೌಲಭ್ಯ ಇಲ್ಲ. ಹೆಣ್ಣು ಮಕ್ಕಳು ಶಾಲೆ-ಕಾಲೇಜುಗಳಿಗೆ ಹೋಗಲು ತೊಂದರೆಯಾಗುತ್ತಿದೆ. ಕೂಡಲೇ ಬಸ್ ಸೌಕರ್ಯ ಕಲ್ಪಿಸುವಂತೆ ಕೆಎಸ್‌ಆರ್‌ಟಿಸಿ ಅಧಿಕಾರಿಗಳಿಗೆ ಸೂಚಿಸಿದರು. ಉದ್ಯೋಗ ಖಾತ್ರಿ ಯೋಜನೆಯಡಿ ಗ್ರಾಮದ ಮಹಿಳೆಯರಿಗೆ ಕೆಲಸ ನೀಡಬೇಕು. ಗೊಲ್ಲರಹಟ್ಟಿಗಳಲ್ಲಿ ಮುಟ್ಟಾದ ಮಹಿಳೆಯರನ್ನು ಊರಿನಿಂದ ಹೊರಗಿಡುವ ಪದ್ಧತಿ ಇನ್ನೂ ಆಚರಣೆಯಲ್ಲಿದೆ. ಇದರ ವಿರುದ್ಧ ಜಾಗೃತಿ ಮೂಡಿಸಬೇಕು. ಗ್ರಾಮದಲ್ಲಿ ವಿದ್ಯುತ್ ಸಮಸ್ಯೆ ಎದುರಾಗಿದ್ದು, ಬೆಸ್ಕಾಂ ಅಧಿಕಾರಿಗಳು ಕೂಡಲೇ ಸಮಸ್ಯೆ ಬಗೆಹರಿಸಬೇಕು ಎಂದು ಸೂಚಿಸಿದರು.: [339, 1847, 626, 2073]
- story-column: ಎಂದು ಸಂತಸ ವ್ಯಕ್ತಪಡಿಸಿದರು. ಈ ಸಂದರ್ಭದಲ್ಲಿ ನಗರ ಜಿಲ್ಲಾ ಗ್ಯಾರಂಟಿ ಯೋಜನಾ ಸಮಿತಿಯ ಅಧ್ಯಕ್ಷರಾದ ಬಿ.ಬಿ.ಅಸೂಟಿ, ತಾಲ್ಲೂಕು ಗ್ಯಾರಂಟಿ ಯೋಜನಾ ಸಮಿತಿಯ ಅಧ್ಯಕ್ಷರಾದ ಅಶೋಕ ಮಂದಾಲಿ, ಹಿರಿಯರಾದ ಕೃಷ್ಣ ಗೌಡ ಎಚ್ ಪಾಟೀಲ್, ಗಣ್ಯರಾದ ಸಿದ್ದು ಪಾಟೀಲ್, ಯುವಜನ ಸಬಲೀಕರಣ ಮತ್ತು ಕ್ರೀಡಾ ಇಲಾಖೆಯ ಸಹಾಯಕ ನಿರ್ದೇಶಕ ಡಾ.ಶರಣು ಗೋಗೇರಿ ಸೇರಿದಂತೆ ಗಣ್ಯರು, ಹಿರಿಯರು, ಕ್ರೀಡಾಪಟುಗಳು ಹಾಜರಿದ್ದರು.: [310, 888, 566, 1008]
- column-rule: [956, 87, 958, 1441]
- story-column: ಯೋಜನೆಯಡಿಯಲ್ಲಿ ಬಂದಿರುವ ಅರ್ಜಿಗಳನ್ನು ತ್ವರಿತ ವಿಲೇವಾರಿ ಮಾಡಿ. ಹೊಸದಾಗಿ ಅರ್ಜಿ ಆಹ್ವಾನಿಸಿ ಎಂದು ತಿಳಿಸಿದರು. ಸ್ವಚ್ಛತೆಗೆ ಆದ್ಯತೆ ನೀಡಿ: ಅಲೆಮಾರಿ ಸಮುದಾಯ ವಾಸಿಸುವ ಪ್ರದೇಶಗಳ ಕುಡಿಯುವ ನೀರು, ರಸ್ತೆ ಹಾಗೂ ಚರಂಡಿಗಳನ್ನು ನಿರ್ಮಾಣ ಮಾಡಿಕೊಡುವುದು, ಕಸ ವಿಲೇವಾರಿ, ನಿರ್ಮಾಣವಾದ ಚರಂಡಿಗಳನ್ನು ಕಾಲ ಕಾಲಕ್ಕೆ ಸ್ವಚ್ಛಗೊಳಿಸುವುದು ಕುರಿತು ಸಾರ್ವಜನಿಕರಿಂದ ಅಧ್ಯಕ್ಷರು ಗಮನಕ್ಕೆ ತಂದರು. ಈ ಭಾಗದಲ್ಲಿ ಸ್ವಚ್ಛತೆಗೆ ಆದ್ಯತೆ ನೀಡಬೇಕು ಹಾಗೂ ಮೂಲಭೂತ ಸೌಕರ್ಯ ಒದಗಿಸಬೇಕು ಎಂದು ಅಧಿಕಾರಿಗಳಿಗೆ ಎಚ್ಚರಿಕೆ ನೀಡಿದರು. ಸಮುದಾಯದ ಜನರಿಗೆ ಆಶ್ರಯ ಯೋಜನೆಯಡಿಯಲ್ಲಿ ನೂತನವಾಗಿ 24 ಮನೆಗಳನ್ನು ನಿರ್ಮಾಣ ಮಾಡಲಾಗುತ್ತಿದ್ದು, ಈ ಕಾಮಗಾರಿಗಳನ್ನು ಪೂರ್ಣಗೊಳಿಸಿ ಹಸ್ತಾಂತರಿಸಲು ಕ್ರಮ ವಹಿಸುವಂತೆ ಅಧಿಕಾರಿಗಳಿಗೆ ತಿಳಿಸಿದರು.: [730, 156, 953, 400]
- registration-mark: [742, 2381, 798, 2387]
- group-photo-illustration: [963, 94, 1496, 315]
- meeting-photo-illustration: [339, 1606, 923, 1838]
- photo-caption: ಹಿರೇಕೆರೂರುತಾಲೂಕಿನ ವಿರಾಪುರ ಗ್ರಾಮದಲ್ಲಿ ನರೇಗಾ ಯೋಜನೆಯಡಿ 10 ಲಕ್ಷ ರೂ ವೆಚ್ಚದಲ್ಲಿ ನಿರ್ಮಿಸಲಾಗುತ್ತಿರುವ ಜೋಡಣಾಲಯ ಕಟ್ಟಡದ ಕಾಮಗಾರಿಗೆ ಶಾಸಕ ಯು.ಬಿ.ಬಣಕಾರ ಅವರು ಗುದ್ದಲಿಪೂಜೆ ನೆರವೇರಿಸಿದರು. ಈ ವೇಳೆ ಗ್ರಾಮದ ಅಧ್ಯಕ್ಷೆ ಗೀತಾ ಒಲೇಕರ, ಗ್ರಾಮದ ಮುಖಂಡರು ಇದ್ದರು.: [48, 1368, 564, 1397]
- issue-date: ಶುಕ್ರವಾರ 07, ಫೆಬ್ರುವರಿ 2025: [1312, 51, 1496, 69]
- story-column: ಹಿರೇಕೆರೂರ: ತಾಲೂಕಿನ ಡಮ್ಮಳ್ಳಿ ಗ್ರಾಮದಲ್ಲಿ ತಾಲೂಕ ಪಂಚಾಯತ್ ಹಾಗೂ ವನಸಿರಿ ಗ್ರಾಮೀಣ ಅಭಿವೃದ್ಧಿ ಸಂಸ್ಥೆ ಸಹಯೋಗದಲ್ಲಿ ಮಹಾತ್ಮಾ ಗಾಂಧಿ ರಾಷ್ಟ್ರೀಯ ಗ್ರಾಮೀಣ ಉದ್ಯೋಗ ಖಾತ್ರಿ ಕಾಯ್ದೆ -2005 ದಿನಾಚರಣೆ ಯನ್ನು ಗ್ರಾಮೀಣ ಕಾರ್ಮಿಕರ ಜೊತೆಗೆ ಆಚರಣೆ ಮಾಡಲಾಯಿತು. ಈ ಸಂದರ್ಭದಲ್ಲಿ ಹಿರೇಕೆರೂರ ತಾಲೂಕಿನ ಐಇಸಿ ಸಂಯೋಜಕರಾದ ಗೋಪಿಲಿಂಗಪ್ಪ ಅವರು ಗ್ರಾಮೀಣ ಭಾಗದಲ್ಲಿ ಉದ್ಯೋಗ ಖಾತ್ರಿ ಕಾನೂನಿನ ಸದ್ಬಳಕೆ ಹಾಗೂ ಉದ್ಯೋಗ ಸೃಷ್ಟಿಯಲ್ಲಿ ಸಿಗುವ ಸೌಲಭ್ಯಗಳು, ಕೆಲಸ ದಲ್ಲಿ ಅಳವಡಿಸುವ ಮಾನದಂಡಗಳ ಕುರಿತು ಮಾಹಿತಿ ನೀಡಿದರು. ಪ್ರತಿ ವರ್ಷ 100 ದಿನಗಳ ಕೆಲಸ ಮಾಡುವ ಕಾರ್ಮಿಕರು ನಮೂನೆ 6 ಕೊಟ್ಟು ಮಾರ್ಚ್ -25 ಒಳಗೆ 100 ದಿನ ಕೆಲಸ ಪೂರ್ಣಗೊಳಿಸಬೇಕು. ಒಂದು ದಿನಕ್ಕೆ 349 ರೂ ಕೂಲಿ ನೀಡಲಾಗುವುದು.: [963, 1026, 1224, 1234]
- group-photo-illustration: [963, 862, 1496, 1017]
- section-rule: [44, 586, 956, 588]
- footer-rule: [44, 2324, 1499, 2326]
- story-headline: ಕುರುಗೋಡು ಪುರಸಭೆ: ಆಕ್ಷೇಪಣೆಗಳಿಗೆ ಆಹ್ವಾನ: [578, 1169, 858, 1191]
- section-rule: [958, 532, 1499, 534]
- story-column: ಯೋಜನೆಯಡಿಯಲ್ಲಿ ಅಲೆಮಾರಿ ಸಮುದಾಯದವರಿಗಾಗಿ ರೂ. 2.00 ಲಕ್ಷ ವರೆಗೂ ಮನೆ ಕಟ್ಟಿಕೊಳ್ಳಲು ಅವಕಾಶವಿದೆ. ಈ ಯೋಜನೆಗಳ ಕುರಿತು ಸಮುದಾಯದ ಜನರಿಗೆ ಸಮರ್ಪಕ ಮಾಹಿತಿ ನೀಡುವುದರ ಜೊತೆಗೆ ಯೋಜನೆ ತಲುಪಿಸುವ ನಿಟ್ಟಿನಲ್ಲಿ ಕೆಲಸ ಮಾಡಬೇಕು ಸ್ಥಳದಲ್ಲಿದ್ದ ಅಧಿಕಾರಿಗಳಿಗೆ ಸೂಚಿಸಿದರು. ರಾಜ್ಯದಲ್ಲಿ ಈ ವರೆಗೂ 10, 313 ಮನೆಗಳು ಮಂಜೂರಾಗಿದ್ದು, ಕೇವಲ 5000 ಮನೆಗಳನ್ನು ನಿರ್ಮಿಸಲು ಆದೇಶ ನೀಡಲಾಗಿದೆ. ಬಾಕಿ ಮನೆಗಳ ನಿರ್ಮಾಣಕ್ಕೆ ಅರ್ಜಿ ಆಹ್ವಾನಿಸಿ ಗುರಿ ಸಾಧಿಸಲು ಮಾಡಬೇಕು ಸೂಚನೆ ನೀಡಿದರು. ಸಾರ್ವಜನಿಕರ ದೂರು: ಗಂಗಾ ಕಲ್ಯಾಣ ಯೋಜನೆಯಡಿಯಲ್ಲಿ ಸೌಲಭ್ಯ ನೀಡುತ್ತಿಲ್ಲ ಎಂದು ಸಮುದಾಯದವರು ದೂರು ನೀಡಿದರು. ಈ ಸಮುದಾಯದ ಮಕ್ಕಳ ಉತ್ತಮ ಶಿಕ್ಷಣ ದೊರೆಯುವಂತಾಗಬೇಕು. ಅರ್ಹ ವಸತಿ ಶಾಲೆಗಳ ಪ್ರವೇಶಕ್ಕಾಗಿ ಅರ್ಜಿ ಆಹ್ವಾನಿಸಲಾಗಿದೆ. ರಾಜ್ಯದಲ್ಲಿ ರಾಜೀವ್ ಗಾಂಧಿ ಆವಾಸ್: [492, 156, 722, 400]
- news-photo-bus-stand: [963, 94, 1496, 315]
